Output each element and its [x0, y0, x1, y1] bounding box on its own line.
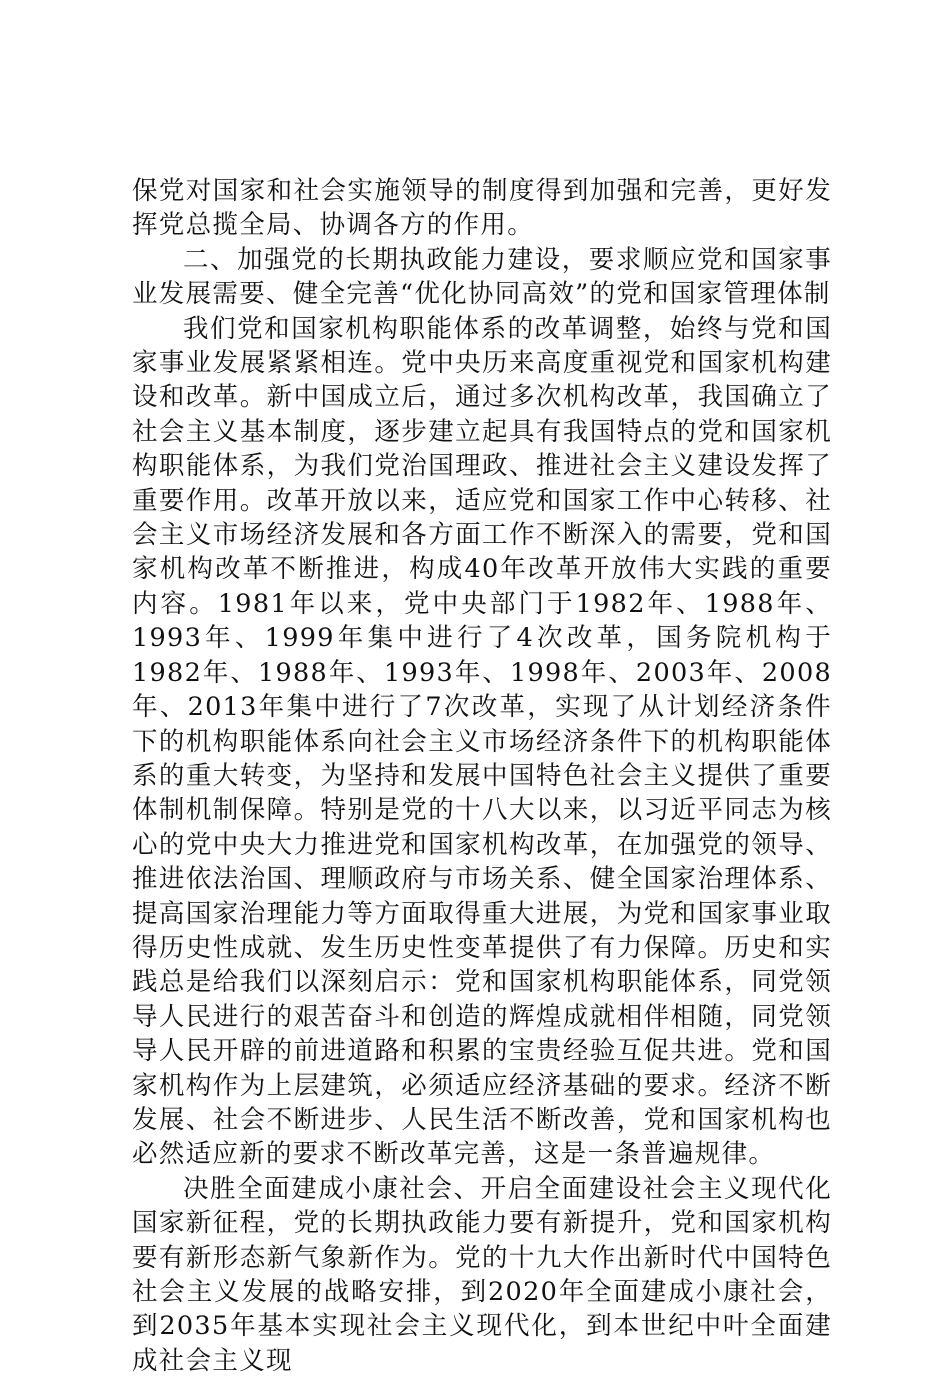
paragraph-continuation: 保党对国家和社会实施领导的制度得到加强和完善，更好发挥党总揽全局、协调各方的作用。 — [132, 176, 832, 241]
section-heading: 二、加强党的长期执政能力建设，要求顺应党和国家事业发展需要、健全完善“优化协同高效”的党和国家管理体制 — [132, 244, 832, 310]
paragraph-body: 决胜全面建成小康社会、开启全面建设社会主义现代化国家新征程，党的长期执政能力要有新提升，党和国家机构要有新形态新气象新作为。党的十九大作出新时代中国特色社会主义发展的战略安排，到2020年全面建成小康社会，到2035年基本实现社会主义现代化，到本世纪中叶全面建成社会主义现 — [132, 1173, 832, 1376]
paragraph-body: 我们党和国家机构职能体系的改革调整，始终与党和国家事业发展紧紧相连。党中央历来高度重视党和国家机构建设和改革。新中国成立后，通过多次机构改革，我国确立了社会主义基本制度，逐步建立起具有我国特点的党和国家机构职能体系，为我们党治国理政、推进社会主义建设发挥了重要作用。改革开放以来，适应党和国家工作中心转移、社会主义市场经济发展和各方面工作不断深入的需要，党和国家机构改革不断推进，构成40年改革开放伟大实践的重要内容。1981年以来，党中央部门于1982年、1988年、1993年、1999年集中进行了4次改革，国务院机构于1982年、1988年、1993年、1998年、2003年、2008年、2013年集中进行了7次改革，实现了从计划经济条件下的机构职能体系向社会主义市场经济条件下的机构职能体系的重大转变，为坚持和发展中国特色社会主义提供了重要体制机制保障。特别是党的十八大以来，以习近平同志为核心的党中央大力推进党和国家机构改革，在加强党的领导、推进依法治国、理顺政府与市场关系、健全国家治理体系、提高国家治理能力等方面取得重大进展，为党和国家事业取得历史性成就、发生历史性变革提供了有力保障。历史和实践总是给我们以深刻启示：党和国家机构职能体系，同党领导人民进行的艰苦奋斗和创造的辉煌成就相伴相随，同党领导人民开辟的前进道路和积累的宝贵经验互促共进。党和国家机构作为上层建筑，必须适应经济基础的要求。经济不断发展、社会不断进步、人民生活不断改善，党和国家机构也必然适应新的要求不断改革完善，这是一条普遍规律。 — [132, 313, 832, 1170]
document-body — [132, 174, 832, 1378]
